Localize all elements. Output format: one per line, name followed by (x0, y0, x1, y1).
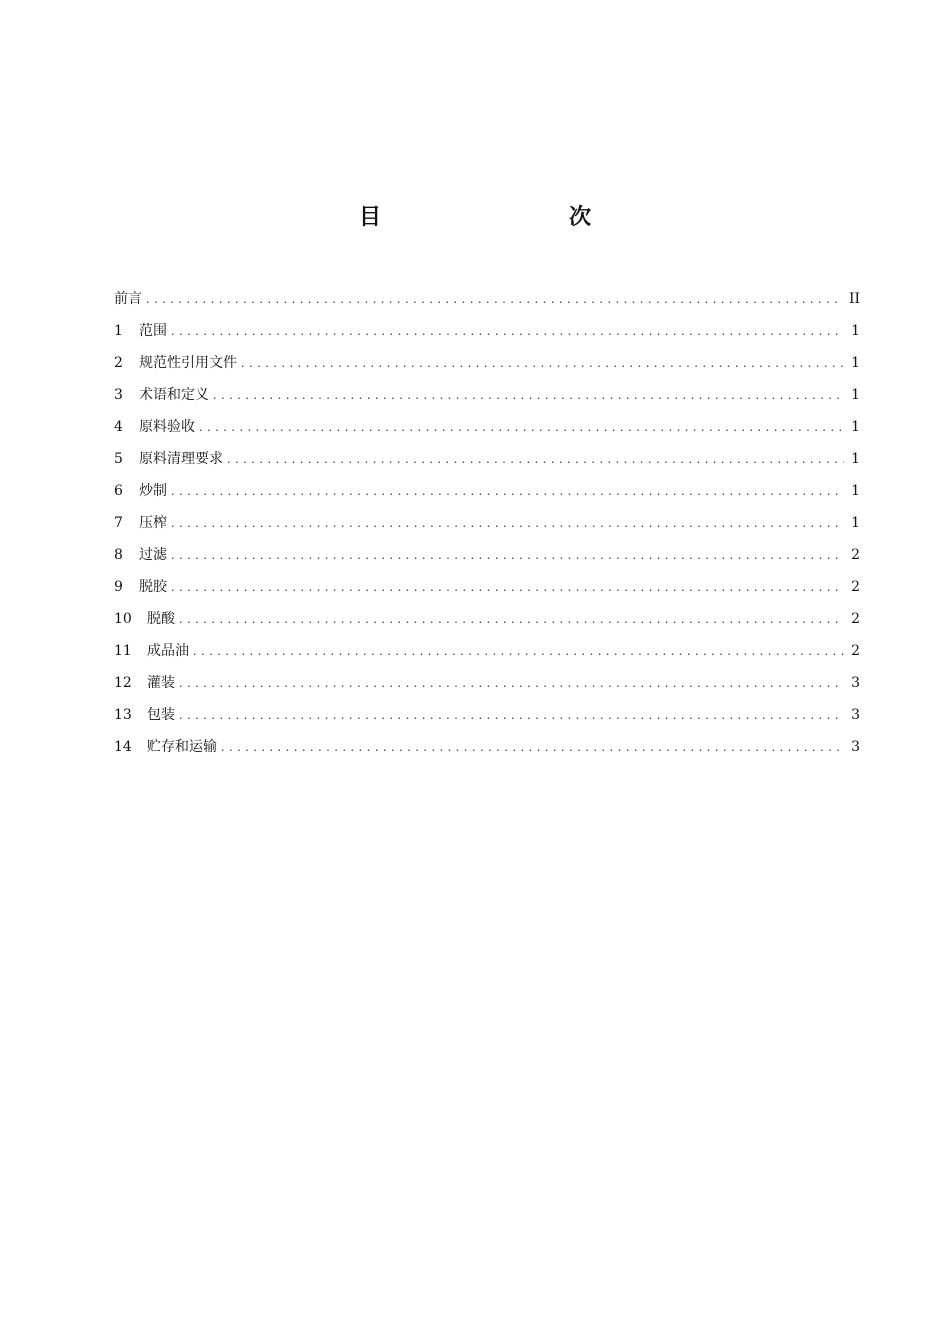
entry-page-number: 2 (851, 643, 860, 659)
toc-entry-12[interactable] (114, 667, 860, 699)
entry-title: 原料清理要求 (139, 451, 223, 467)
entry-number: 3 (114, 387, 123, 403)
entry-title: 压榨 (139, 515, 167, 531)
entry-number: 14 (114, 739, 132, 755)
entry-title: 脱胶 (139, 579, 167, 595)
entry-title: 贮存和运输 (147, 739, 217, 755)
toc-entry-13[interactable] (114, 699, 860, 731)
entry-page-number: 1 (851, 483, 860, 499)
dot-leader (179, 700, 844, 732)
dot-leader (221, 732, 844, 764)
entry-number: 1 (114, 323, 123, 339)
entry-number: 9 (114, 579, 123, 595)
entry-number: 6 (114, 483, 123, 499)
dot-leader (171, 476, 844, 508)
toc-list (114, 283, 860, 763)
dot-leader (193, 636, 844, 668)
dot-leader (171, 508, 844, 540)
dot-leader (179, 604, 844, 636)
entry-number: 7 (114, 515, 123, 531)
entry-number: 2 (114, 355, 123, 371)
entry-number: 4 (114, 419, 123, 435)
dot-leader (171, 572, 844, 604)
toc-entry-9[interactable] (114, 571, 860, 603)
entry-page-number: 1 (851, 323, 860, 339)
entry-page-number: 1 (851, 355, 860, 371)
entry-title: 成品油 (147, 643, 189, 659)
entry-page-number: 1 (851, 451, 860, 467)
entry-number: 12 (114, 675, 132, 691)
entry-title: 规范性引用文件 (139, 355, 237, 371)
entry-number: 11 (114, 643, 132, 659)
entry-page-number: 2 (851, 547, 860, 563)
dot-leader (171, 316, 844, 348)
entry-title: 炒制 (139, 483, 167, 499)
entry-page-number: 2 (851, 611, 860, 627)
toc-entry-7[interactable] (114, 507, 860, 539)
entry-page-number: 3 (851, 739, 860, 755)
entry-number: 10 (114, 611, 132, 627)
toc-entry-6[interactable] (114, 475, 860, 507)
entry-title: 前言 (114, 291, 142, 307)
dot-leader (227, 444, 844, 476)
toc-title: 目 次 (358, 205, 639, 230)
entry-page-number: 3 (851, 675, 860, 691)
dot-leader (199, 412, 844, 444)
entry-page-number: 1 (851, 387, 860, 403)
toc-entry-14[interactable] (114, 731, 860, 763)
entry-title: 灌装 (147, 675, 175, 691)
entry-number: 8 (114, 547, 123, 563)
toc-entry-8[interactable] (114, 539, 860, 571)
entry-page-number: 1 (851, 515, 860, 531)
toc-entry-foreword[interactable] (114, 283, 860, 315)
toc-entry-5[interactable] (114, 443, 860, 475)
toc-entry-11[interactable] (114, 635, 860, 667)
toc-entry-3[interactable] (114, 379, 860, 411)
entry-page-number: 1 (851, 419, 860, 435)
entry-page-number: II (848, 291, 860, 307)
entry-title: 脱酸 (147, 611, 175, 627)
toc-entry-4[interactable] (114, 411, 860, 443)
entry-page-number: 2 (851, 579, 860, 595)
entry-number: 13 (114, 707, 132, 723)
dot-leader (213, 380, 844, 412)
toc-entry-2[interactable] (114, 347, 860, 379)
toc-entry-1[interactable] (114, 315, 860, 347)
dot-leader (179, 668, 844, 700)
entry-title: 术语和定义 (139, 387, 209, 403)
entry-title: 包装 (147, 707, 175, 723)
toc-entry-10[interactable] (114, 603, 860, 635)
entry-title: 过滤 (139, 547, 167, 563)
entry-title: 原料验收 (139, 419, 195, 435)
dot-leader (171, 540, 844, 572)
entry-number: 5 (114, 451, 123, 467)
entry-page-number: 3 (851, 707, 860, 723)
entry-title: 范围 (139, 323, 167, 339)
dot-leader (241, 348, 844, 380)
dot-leader (146, 284, 843, 316)
